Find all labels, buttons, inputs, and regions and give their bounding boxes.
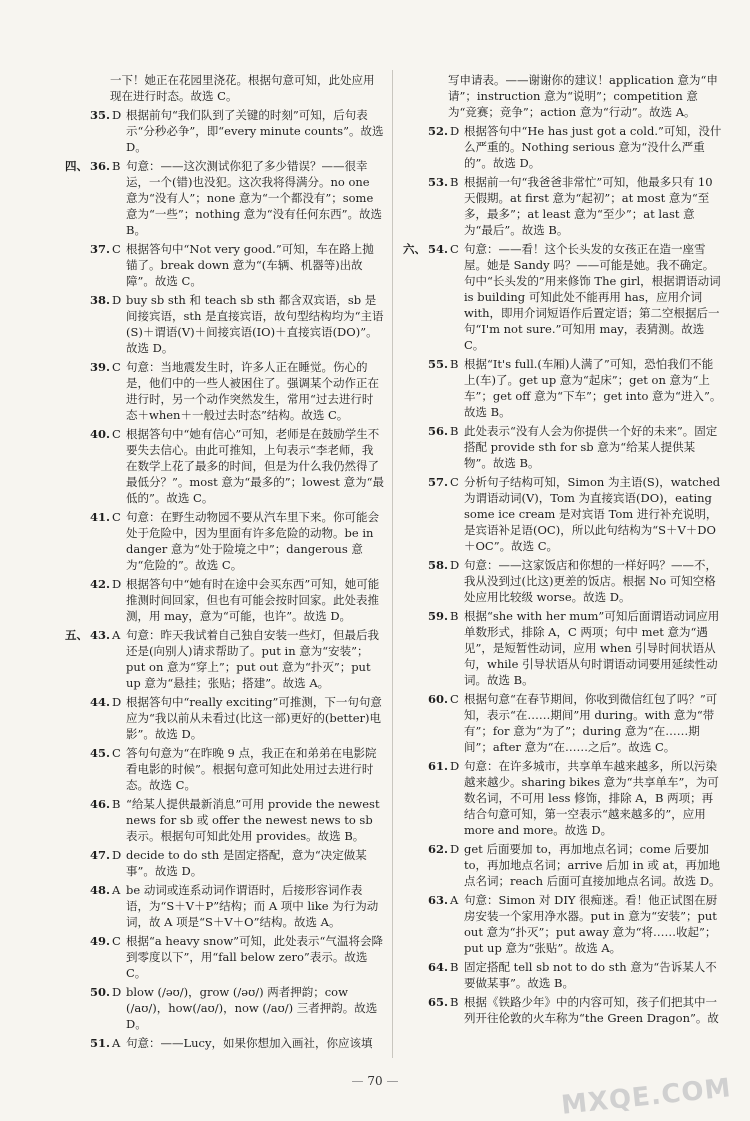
explanation-text: 根据前句“我们队到了关键的时刻”可知，后句表示“分秒必争”，即“every minute counts”。故选 D。 — [126, 108, 384, 154]
section-marker — [400, 959, 428, 991]
answer-item — [400, 892, 722, 956]
question-number: 47. — [90, 848, 111, 862]
answer-item — [62, 158, 384, 238]
explanation-text: 根据“a heavy snow”可知，此处表示“气温将会降到零度以下”，用“fall below zero”表示。故选 C。 — [126, 934, 383, 980]
section-marker — [62, 796, 90, 844]
question-number: 62. — [428, 842, 449, 856]
explanation-text: 一下！她正在花园里浇花。根据句意可知，此处应用现在进行时态。故选 C。 — [110, 73, 375, 103]
section-marker — [62, 882, 90, 930]
explanation-text: 句意：——这家饭店和你想的一样好吗？——不，我从没到过(比这)更差的饭店。根据 No 可知空格处应用比较级 worse。故选 D。 — [464, 558, 717, 604]
answer-letter: B — [450, 995, 459, 1009]
answer-item — [400, 557, 722, 605]
answer-item — [62, 509, 384, 573]
section-marker — [62, 426, 90, 506]
answer-letter: C — [112, 934, 121, 948]
answer-letter: C — [450, 475, 459, 489]
answer-letter: B — [450, 609, 459, 623]
explanation-text: 根据答句中“她有时在途中会买东西”可知，她可能推测时间回家，但也有可能会按时回家。此处表推测，用 may，意为“可能，也许”。故选 D。 — [126, 577, 380, 623]
answer-letter: A — [112, 1036, 121, 1050]
answer-item — [62, 426, 384, 506]
answer-item — [400, 959, 722, 991]
explanation-text: 写申请表。——谢谢你的建议！application 意为“申请”；instruction 意为“说明”；competition 意为“竞赛；竞争”；action 意为“行动”。故选 A。 — [448, 73, 718, 119]
question-number: 49. — [90, 934, 111, 948]
question-number: 44. — [90, 695, 111, 709]
answer-letter: A — [112, 883, 121, 897]
question-number: 63. — [428, 893, 449, 907]
question-number: 43. — [90, 628, 111, 642]
answer-item — [62, 576, 384, 624]
section-marker — [62, 745, 90, 793]
answer-letter: B — [450, 424, 459, 438]
answer-letter: C — [112, 510, 121, 524]
answer-item — [62, 627, 384, 691]
answer-letter: B — [112, 797, 121, 811]
question-number: 50. — [90, 985, 111, 999]
explanation-text: 固定搭配 tell sb not to do sth 意为“告诉某人不要做某事”。故选 B。 — [464, 960, 717, 990]
explanation-text: 答句句意为“在昨晚 9 点，我正在和弟弟在电影院看电影的时候”。根据句意可知此处用过去进行时态。故选 C。 — [126, 746, 377, 792]
section-marker — [400, 423, 428, 471]
explanation-text: 分析句子结构可知，Simon 为主语(S)，watched 为谓语动词(V)，Tom 为直接宾语(DO)，eating some ice cream 是对宾语 Tom 进行补充说明，是宾语补足语(OC)，所以此句结构为“S＋V＋DO＋OC”。故选 C。 — [464, 475, 721, 553]
section-marker — [62, 576, 90, 624]
answer-item — [400, 994, 722, 1026]
answer-item — [62, 694, 384, 742]
answer-letter: D — [450, 759, 460, 773]
question-number: 64. — [428, 960, 449, 974]
section-marker — [400, 994, 428, 1026]
explanation-text: 句意：昨天我试着自己独自安装一些灯，但最后我还是(向别人)请求帮助了。put in 意为“安装”；put on 意为“穿上”；put out 意为“扑灭”；put up 意为“悬挂；张贴；搭建”。故选 A。 — [126, 628, 379, 690]
question-number: 36. — [90, 159, 111, 173]
question-number: 65. — [428, 995, 449, 1009]
footer-dash-left: — — [351, 1074, 368, 1088]
section-marker — [400, 608, 428, 688]
answer-item — [400, 174, 722, 238]
answer-letter: B — [450, 175, 459, 189]
answer-item — [400, 758, 722, 838]
explanation-text: 根据《铁路少年》中的内容可知，孩子们把其中一列开往伦敦的火车称为“the Green Dragon”。故 — [464, 995, 719, 1025]
explanation-text: 根据答句中“really exciting”可推测，下一句句意应为“我以前从未看过(比这一部)更好的(better)电影”。故选 D。 — [126, 695, 382, 741]
answer-item — [62, 745, 384, 793]
question-number: 37. — [90, 242, 111, 256]
answer-item — [62, 1035, 384, 1051]
question-number: 46. — [90, 797, 111, 811]
question-number: 45. — [90, 746, 111, 760]
section-marker — [400, 123, 428, 171]
section-marker: 五、 — [65, 628, 88, 642]
answer-letter: D — [450, 124, 460, 138]
question-number: 53. — [428, 175, 449, 189]
question-number: 57. — [428, 475, 449, 489]
section-marker — [400, 557, 428, 605]
explanation-text: 根据答句中“她有信心”可知，老师是在鼓励学生不要失去信心。由此可推知，上句表示“李老师，我在数学上花了最多的时间，但是为什么我仍然得了最低分？”。most 意为“最多的”；lowest 意为“最低的”。故选 C。 — [126, 427, 384, 505]
explanation-text: 句意：当地震发生时，许多人正在睡觉。伤心的是，他们中的一些人被困住了。强调某个动作正在进行时，另一个动作突然发生，常用“过去进行时态＋when＋一般过去时态”结构。故选 C。 — [126, 360, 379, 422]
question-number: 39. — [90, 360, 111, 374]
question-number: 55. — [428, 357, 449, 371]
right-column — [400, 72, 722, 1058]
answer-letter: C — [112, 360, 121, 374]
answer-item — [62, 796, 384, 844]
answer-item — [400, 356, 722, 420]
section-marker — [62, 359, 90, 423]
section-marker — [400, 474, 428, 554]
question-number: 42. — [90, 577, 111, 591]
answer-letter: D — [112, 577, 122, 591]
question-number: 41. — [90, 510, 111, 524]
section-marker — [62, 292, 90, 356]
answer-item — [400, 608, 722, 688]
section-marker — [400, 892, 428, 956]
explanation-text: decide to do sth 是固定搭配，意为“决定做某事”。故选 D。 — [126, 848, 367, 878]
question-number: 38. — [90, 293, 111, 307]
section-marker — [400, 691, 428, 755]
answer-letter: A — [450, 893, 459, 907]
answer-letter: D — [112, 985, 122, 999]
answer-item — [62, 359, 384, 423]
section-marker: 六、 — [403, 242, 426, 256]
explanation-text: be 动词或连系动词作谓语时，后接形容词作表语，为“S＋V＋P”结构；而 A 项中 like 为行为动词，故 A 项是“S＋V＋O”结构。故选 A。 — [126, 883, 379, 929]
explanation-text: 句意：——Lucy，如果你想加入画社，你应该填 — [126, 1036, 373, 1050]
section-marker — [62, 694, 90, 742]
section-marker — [62, 509, 90, 573]
answer-letter: C — [112, 242, 121, 256]
question-number: 61. — [428, 759, 449, 773]
answer-letter: D — [112, 293, 122, 307]
question-number: 58. — [428, 558, 449, 572]
explanation-text: buy sb sth 和 teach sb sth 都含双宾语，sb 是间接宾语，sth 是直接宾语，故句型结构均为“主语(S)＋谓语(V)＋间接宾语(IO)＋直接宾语(DO)”。故选 D。 — [126, 293, 384, 355]
explanation-text: 根据答句中“Not very good.”可知，车在路上抛锚了。break down 意为“(车辆、机器等)出故障”。故选 C。 — [126, 242, 374, 288]
answer-letter: D — [112, 848, 122, 862]
explanation-text: 根据前一句“我爸爸非常忙”可知，他最多只有 10 天假期。at first 意为“起初”；at most 意为“至多，最多”；at least 意为“至少”；at last 意为“最后”。故选 B。 — [464, 175, 713, 237]
section-marker — [62, 984, 90, 1032]
section-marker — [62, 107, 90, 155]
section-marker — [400, 356, 428, 420]
answer-item — [62, 933, 384, 981]
explanation-text: 句意：Simon 对 DIY 很痴迷。看！他正试图在厨房安装一个家用净水器。put in 意为“安装”；put out 意为“扑灭”；put away 意为“将……收起”；put up 意为“张贴”。故选 A。 — [464, 893, 718, 955]
footer-dash-right: — — [386, 1074, 399, 1088]
answer-letter: D — [112, 695, 122, 709]
answer-letter: B — [450, 960, 459, 974]
answer-item — [62, 107, 384, 155]
answer-item — [400, 691, 722, 755]
section-marker — [62, 241, 90, 289]
page-number: 70 — [367, 1074, 383, 1088]
question-number: 40. — [90, 427, 111, 441]
section-marker — [400, 758, 428, 838]
answer-item — [62, 72, 384, 104]
answer-item — [62, 984, 384, 1032]
explanation-text: 根据句意“在春节期间，你收到微信红包了吗？”可知，表示“在……期间”用 during。with 意为“带有”；for 意为“为了”；during 意为“在……期间”；after 意为“在……之后”。故选 C。 — [464, 692, 718, 754]
explanation-text: “给某人提供最新消息”可用 provide the newest news for sb 或 offer the newest news to sb 表示。根据句可知此处用 provides。故选 B。 — [126, 797, 380, 843]
question-number: 60. — [428, 692, 449, 706]
explanation-text: 句意：在许多城市，共享单车越来越多，所以污染越来越少。sharing bikes 意为“共享单车”，为可数名词，不可用 less 修饰，排除 A，B 两项；再结合句意可知，第一空表示“越来越多的”，应用 more and more。故选 D。 — [464, 759, 719, 837]
question-number: 54. — [428, 242, 449, 256]
section-marker — [62, 1035, 90, 1051]
answer-letter: D — [112, 108, 122, 122]
answer-letter: C — [112, 746, 121, 760]
explanation-text: 此处表示“没有人会为你提供一个好的未来”。固定搭配 provide sth for sb 意为“给某人提供某物”。故选 B。 — [464, 424, 718, 470]
answer-letter: D — [450, 842, 460, 856]
question-number: 56. — [428, 424, 449, 438]
question-number: 59. — [428, 609, 449, 623]
answer-item — [62, 847, 384, 879]
watermark-logo: MXQE.COM — [560, 1073, 734, 1121]
answer-item — [400, 841, 722, 889]
explanation-text: blow (/əʊ/)，grow (/əʊ/) 两者押韵；cow (/aʊ/)，how(/aʊ/)，now (/aʊ/) 三者押韵。故选 D。 — [126, 985, 378, 1031]
answer-letter: D — [450, 558, 460, 572]
section-marker: 四、 — [65, 159, 88, 173]
section-marker — [62, 847, 90, 879]
explanation-text: 句意：——这次测试你犯了多少错误？——很幸运，一个(错)也没犯。这次我将得满分。no one 意为“没有人”；none 意为“一个都没有”；some 意为“一些”；nothing 意为“没有任何东西”。故选 B。 — [126, 159, 382, 237]
explanation-text: 根据“It's full.(车厢)人满了”可知，恐怕我们不能上(车)了。get up 意为“起床”；get on 意为“上车”；get off 意为“下车”；get into 意为“进入”。故选 B。 — [464, 357, 722, 419]
column-divider — [392, 70, 393, 1058]
question-number: 48. — [90, 883, 111, 897]
explanation-text: 根据“she with her mum”可知后面谓语动词应用单数形式，排除 A，C 两项；句中 met 意为“遇见”，是短暂性动词，应用 when 引导时间状语从句，while 引导状语从句时谓语动词要用延续性动词。故选 B。 — [464, 609, 720, 687]
answer-item — [400, 474, 722, 554]
answer-item — [400, 423, 722, 471]
answer-item — [62, 292, 384, 356]
explanation-text: 句意：在野生动物园不要从汽车里下来。你可能会处于危险中，因为里面有许多危险的动物。be in danger 意为“处于险境之中”；dangerous 意为“危险的”。故选 C。 — [126, 510, 379, 572]
left-column — [62, 72, 384, 1058]
answer-letter: C — [112, 427, 121, 441]
answer-item — [400, 241, 722, 353]
answer-item — [62, 882, 384, 930]
explanation-text: 根据答句中“He has just got a cold.”可知，没什么严重的。Nothing serious 意为“没什么严重的”。故选 D。 — [464, 124, 722, 170]
answer-letter: C — [450, 242, 459, 256]
explanation-text: 句意：——看！这个长头发的女孩正在造一座雪屋。她是 Sandy 吗？——可能是她。我不确定。句中“长头发的”用来修饰 The girl，根据谓语动词 is building 可知此处不能再用 has，应用介词 with，即用介词短语作后置定语；第二空根据后一句“I'm not sure.”可知用 may，表猜测。故选 C。 — [464, 242, 721, 352]
answer-letter: B — [450, 357, 459, 371]
section-marker — [62, 933, 90, 981]
answer-letter: B — [112, 159, 121, 173]
question-number: 52. — [428, 124, 449, 138]
answer-letter: C — [450, 692, 459, 706]
answer-letter: A — [112, 628, 121, 642]
question-number: 35. — [90, 108, 111, 122]
answer-item — [62, 241, 384, 289]
section-marker — [400, 841, 428, 889]
section-marker — [400, 174, 428, 238]
answer-item — [400, 123, 722, 171]
answer-item — [400, 72, 722, 120]
explanation-text: get 后面要加 to，再加地点名词；come 后要加 to，再加地点名词；arrive 后加 in 或 at，再加地点名词；reach 后面可直接加地点名词。故选 D。 — [464, 842, 721, 888]
question-number: 51. — [90, 1036, 111, 1050]
